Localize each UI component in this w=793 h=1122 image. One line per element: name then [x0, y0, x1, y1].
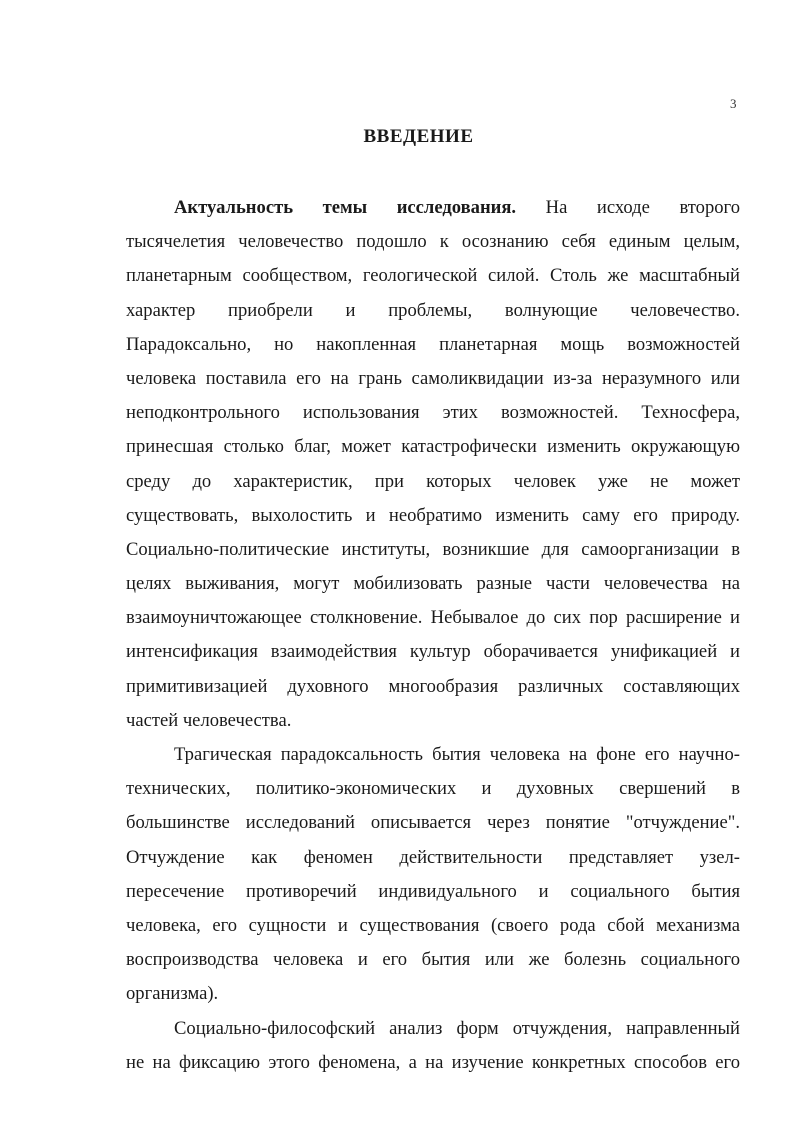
text-line: тысячелетия человечество подошло к осознанию себя единым целым,	[126, 231, 740, 253]
text-line: принесшая столько благ, может катастрофически изменить окружающую	[126, 436, 740, 458]
text-line: не на фиксацию этого феномена, а на изучение конкретных способов его	[126, 1051, 740, 1073]
text-line: человека поставила его на грань самоликвидации из-за неразумного или	[126, 367, 740, 389]
text-line: технических, политико-экономических и духовных свершений в	[126, 778, 740, 800]
text-line: характер приобрели и проблемы, волнующие человечество.	[126, 299, 740, 321]
paragraph-lead: Актуальность темы исследования.	[174, 197, 517, 218]
text-line: Социально-политические институты, возникшие для самоорганизации в	[126, 538, 740, 560]
text-line: Отчуждение как феномен действительности представляет узел-	[126, 846, 740, 868]
paragraph-relevance	[126, 191, 740, 738]
text-line: взаимоуничтожающее столкновение. Небывалое до сих пор расширение и	[126, 607, 740, 629]
text-line: пересечение противоречий индивидуального и социального бытия	[126, 880, 740, 902]
text-line: частей человечества.	[126, 709, 292, 731]
page-number: 3	[730, 96, 737, 111]
text-line: воспроизводства человека и его бытия или же болезнь социального	[126, 949, 740, 971]
text-line: целях выживания, могут мобилизовать разные части человечества на	[126, 573, 740, 595]
text-line: Социально-философский анализ форм отчуждения, направленный	[174, 1017, 740, 1039]
document-body	[126, 191, 740, 1080]
text-line: Парадоксально, но накопленная планетарная мощь возможностей	[126, 333, 740, 355]
text-line: человека, его сущности и существования (своего рода сбой механизма	[126, 914, 740, 936]
text-line: примитивизацией духовного многообразия различных составляющих	[126, 675, 740, 697]
text-line: планетарным сообществом, геологической силой. Столь же масштабный	[126, 265, 740, 287]
paragraph-alienation	[126, 738, 740, 1012]
text-line: организма).	[126, 983, 219, 1005]
section-title: ВВЕДЕНИЕ	[363, 126, 474, 147]
text-line: Актуальность темы исследования. На исходе второго	[174, 197, 740, 218]
text-line: неподконтрольного использования этих возможностей. Техносфера,	[126, 402, 740, 424]
text-line: существовать, выхолостить и необратимо изменить саму его природу.	[126, 504, 740, 526]
text-line: Трагическая парадоксальность бытия человека на фоне его научно-	[174, 744, 740, 765]
text-line: интенсификация взаимодействия культур оборачивается унификацией и	[126, 641, 740, 663]
text-line: среду до характеристик, при которых человек уже не может	[126, 470, 740, 492]
text-line: большинстве исследований описывается через понятие "отчуждение".	[126, 812, 740, 834]
paragraph-analysis	[126, 1012, 740, 1080]
